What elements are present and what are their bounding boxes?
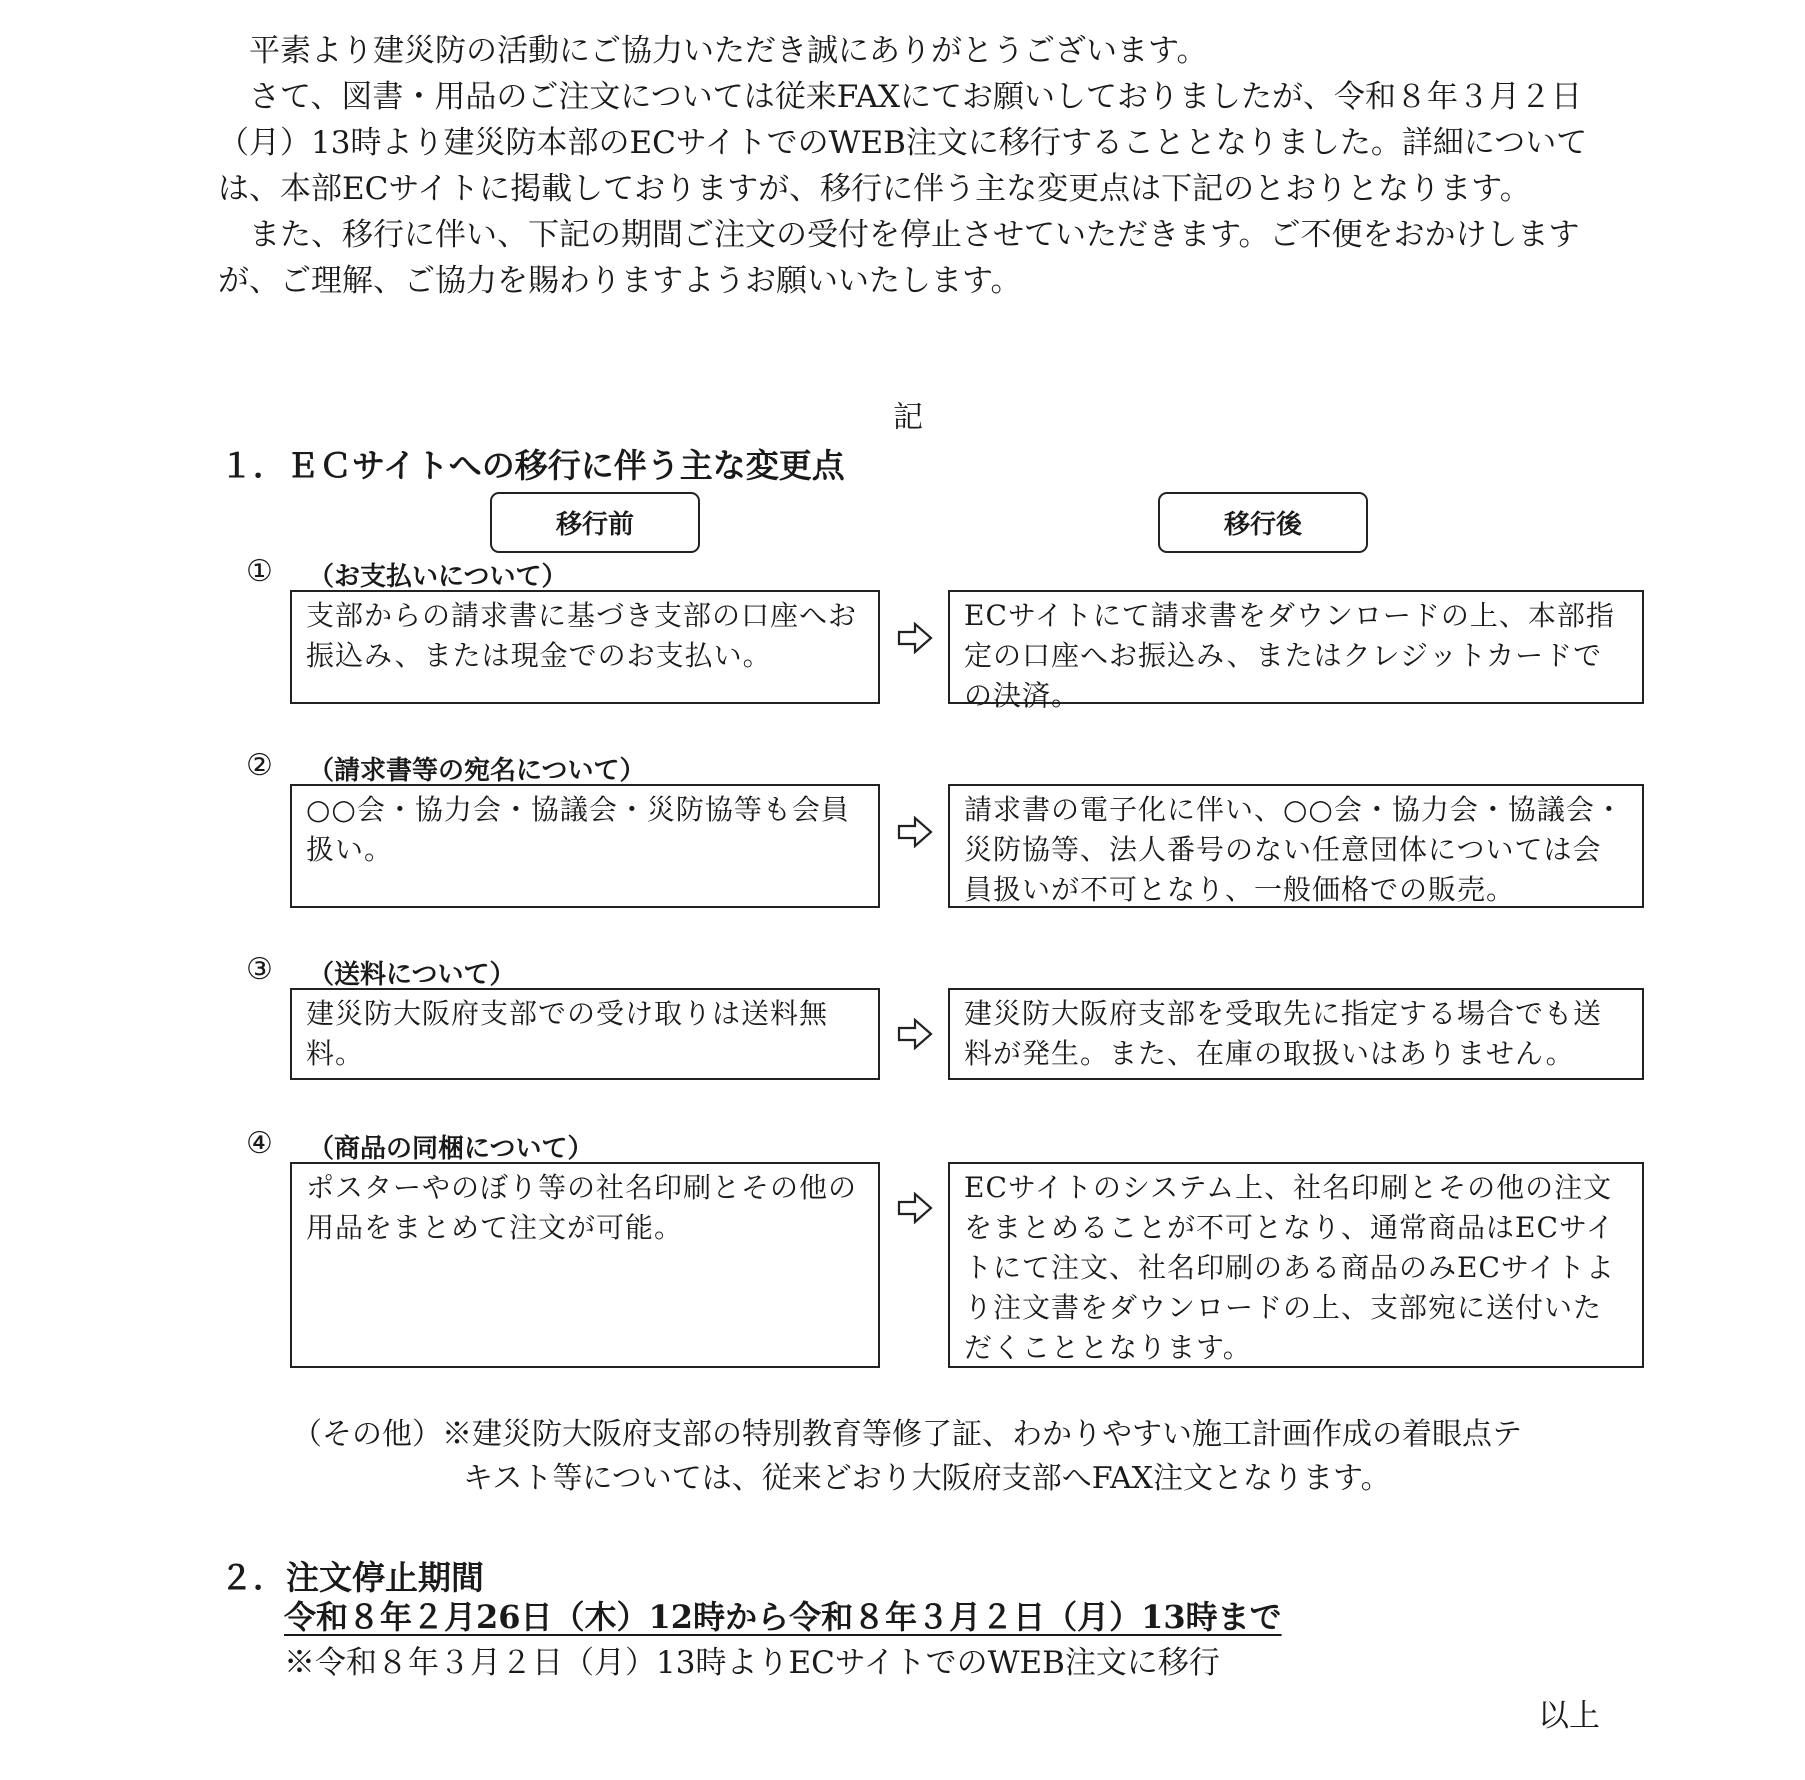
intro-paragraph-2: さて、図書・用品のご注文については従来FAXにてお願いしておりましたが、令和８年３月２日（月）13時より建災防本部のECサイトでのWEB注文に移行することとなりました。詳細については、本部ECサイトに掲載しておりますが、移行に伴う主な変更点は下記のとおりとなります。 — [218, 79, 1588, 207]
section2-title: ２．注文停止期間 — [220, 1558, 484, 1597]
item-3-label: （送料について） — [308, 960, 516, 990]
before-label: 移行前 — [490, 492, 700, 553]
intro-paragraph-1: 平素より建災防の活動にご協力いただき誠にありがとうございます。 — [218, 33, 1208, 69]
item-3-before-box: 建災防大阪府支部での受け取りは送料無料。 — [290, 988, 880, 1080]
item-3-after-box: 建災防大阪府支部を受取先に指定する場合でも送料が発生。また、在庫の取扱いはありません。 — [948, 988, 1644, 1080]
transition-note: ※令和８年３月２日（月）13時よりECサイトでのWEB注文に移行 — [284, 1645, 1220, 1681]
right-outline-arrow-icon — [897, 1018, 933, 1050]
item-2-label: （請求書等の宛名について） — [308, 756, 646, 786]
other-note-line-1: （その他）※建災防大阪府支部の特別教育等修了証、わかりやすい施工計画作成の着眼点テ — [292, 1417, 1522, 1452]
after-label: 移行後 — [1158, 492, 1368, 553]
item-4-label: （商品の同梱について） — [308, 1134, 594, 1164]
item-4-before-box: ポスターやのぼり等の社名印刷とその他の用品をまとめて注文が可能。 — [290, 1162, 880, 1368]
item-2-number: ② — [246, 748, 273, 783]
right-outline-arrow-icon — [897, 622, 933, 654]
item-1-label: （お支払いについて） — [308, 562, 568, 592]
item-4-number: ④ — [246, 1126, 273, 1161]
right-outline-arrow-icon — [897, 1192, 933, 1224]
ki-heading: 記 — [893, 400, 923, 435]
item-1-after-box: ECサイトにて請求書をダウンロードの上、本部指定の口座へお振込み、またはクレジットカードでの決済。 — [948, 590, 1644, 704]
order-stop-period: 令和８年２月26日（木）12時から令和８年３月２日（月）13時まで — [284, 1598, 1282, 1636]
item-2-after-box: 請求書の電子化に伴い、○○会・協力会・協議会・災防協等、法人番号のない任意団体については会員扱いが不可となり、一般価格での販売。 — [948, 784, 1644, 908]
item-3-number: ③ — [246, 952, 273, 987]
right-outline-arrow-icon — [897, 816, 933, 848]
item-1-before-box: 支部からの請求書に基づき支部の口座へお振込み、または現金でのお支払い。 — [290, 590, 880, 704]
closing-text: 以上 — [1538, 1698, 1600, 1734]
section1-title: １．ＥＣサイトへの移行に伴う主な変更点 — [220, 446, 845, 485]
item-4-after-box: ECサイトのシステム上、社名印刷とその他の注文をまとめることが不可となり、通常商品はECサイトにて注文、社名印刷のある商品のみECサイトより注文書をダウンロードの上、支部宛に送付いただくこととなります。 — [948, 1162, 1644, 1368]
item-1-number: ① — [246, 554, 273, 589]
other-note-line-2: キスト等については、従来どおり大阪府支部へFAX注文となります。 — [463, 1461, 1391, 1496]
intro-paragraph-3: また、移行に伴い、下記の期間ご注文の受付を停止させていただきます。ご不便をおかけしますが、ご理解、ご協力を賜わりますようお願いいたします。 — [218, 217, 1580, 299]
intro-text — [218, 28, 1618, 304]
item-2-before-box: ○○会・協力会・協議会・災防協等も会員扱い。 — [290, 784, 880, 908]
